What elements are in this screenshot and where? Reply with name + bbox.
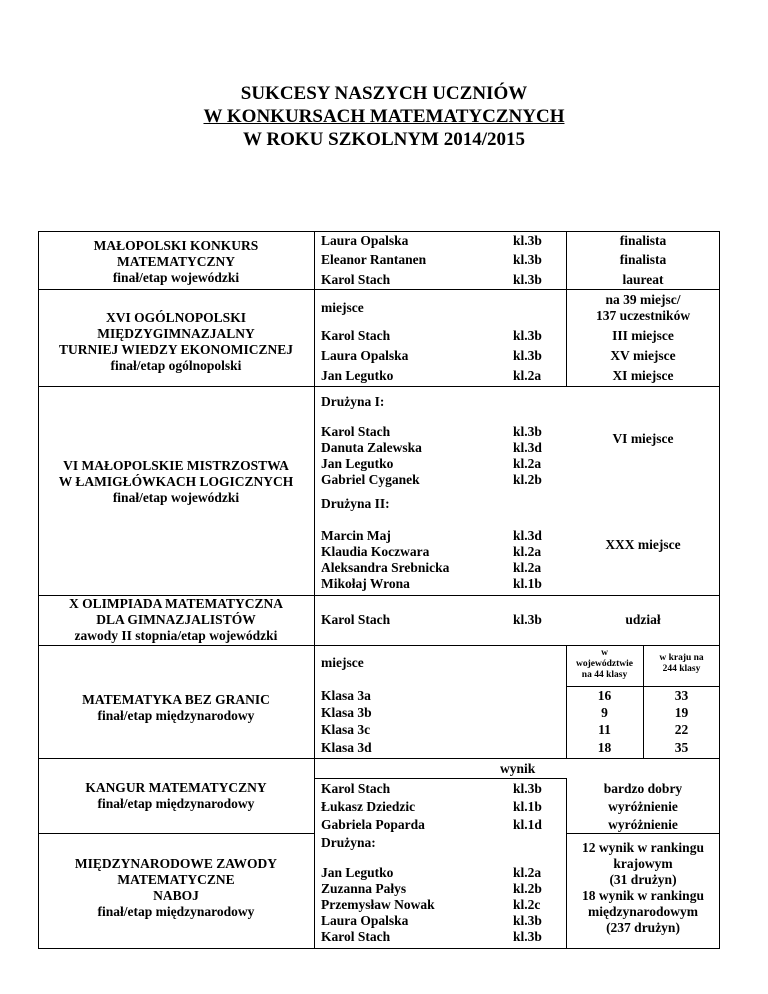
- student-name: Przemysław Nowak: [321, 897, 435, 912]
- team-result: VI miejsce: [612, 431, 674, 446]
- student-class: kl.3b: [513, 929, 542, 944]
- student-name: Jan Legutko: [321, 456, 394, 471]
- national-rank: 19: [674, 705, 689, 720]
- student-class: kl.3d: [513, 528, 542, 543]
- regional-rank: 9: [601, 705, 608, 720]
- student-class: kl.2b: [513, 472, 542, 487]
- result: wyróżnienie: [608, 799, 678, 814]
- student-class: kl.3b: [513, 612, 542, 627]
- student-name: Jan Legutko: [321, 368, 394, 383]
- student-class: kl.2a: [513, 544, 542, 559]
- team-label: Drużyna:: [321, 835, 376, 850]
- result: laureat: [622, 272, 664, 287]
- student-class: kl.3b: [513, 328, 542, 343]
- national-rank: 35: [674, 740, 689, 755]
- student-class: kl.3b: [513, 913, 542, 928]
- student-name: Łukasz Dziedzic: [321, 799, 416, 814]
- column-header: wynik: [500, 761, 536, 776]
- student-name: Eleanor Rantanen: [321, 252, 427, 267]
- student-name: Aleksandra Srebnicka: [321, 560, 450, 575]
- student-name: Karol Stach: [321, 424, 391, 439]
- col-header-regional: w województwie na 44 klasy: [576, 648, 633, 680]
- team-result: XXX miejsce: [605, 537, 681, 552]
- page-title-line-1: SUKCESY NASZYCH UCZNIÓW: [240, 83, 528, 104]
- separator: [314, 778, 566, 779]
- student-class: kl.1b: [513, 799, 542, 814]
- competition-name: XVI OGÓLNOPOLSKI MIĘDZYGIMNAZJALNY TURNIEJ WIEDZY EKONOMICZNEJ finał/etap ogólnopolski: [58, 310, 294, 373]
- page-title-line-2: W KONKURSACH MATEMATYCZNYCH: [203, 106, 565, 127]
- separator: [38, 289, 720, 290]
- result-header: na 39 miejsc/ 137 uczestników: [595, 292, 691, 323]
- student-name: Karol Stach: [321, 612, 391, 627]
- student-class: kl.3b: [513, 348, 542, 363]
- competition-name: VI MAŁOPOLSKIE MISTRZOSTWA W ŁAMIGŁÓWKACH LOGICZNYCH finał/etap wojewódzki: [58, 458, 294, 505]
- student-name: Gabriela Poparda: [321, 817, 425, 832]
- column-header: miejsce: [321, 300, 364, 315]
- student-class: kl.1d: [513, 817, 542, 832]
- team-label: Drużyna I:: [321, 394, 385, 409]
- student-name: Marcin Maj: [321, 528, 391, 543]
- class-name: Klasa 3d: [321, 740, 372, 755]
- column-divider: [314, 231, 315, 949]
- class-name: Klasa 3b: [321, 705, 372, 720]
- class-name: Klasa 3a: [321, 688, 371, 703]
- student-class: kl.3b: [513, 424, 542, 439]
- student-class: kl.3d: [513, 440, 542, 455]
- student-name: Karol Stach: [321, 272, 391, 287]
- separator: [38, 833, 314, 834]
- student-name: Jan Legutko: [321, 865, 394, 880]
- student-name: Mikołaj Wrona: [321, 576, 410, 591]
- student-class: kl.2a: [513, 368, 542, 383]
- student-class: kl.2a: [513, 456, 542, 471]
- student-class: kl.3b: [513, 233, 542, 248]
- student-class: kl.2a: [513, 865, 542, 880]
- column-header: miejsce: [321, 655, 364, 670]
- student-class: kl.3b: [513, 272, 542, 287]
- result: XV miejsce: [610, 348, 676, 363]
- student-name: Karol Stach: [321, 929, 391, 944]
- result: udział: [625, 612, 661, 627]
- regional-rank: 18: [597, 740, 612, 755]
- result: XI miejsce: [612, 368, 674, 383]
- student-name: Karol Stach: [321, 328, 391, 343]
- regional-rank: 11: [598, 722, 611, 737]
- result: finalista: [619, 252, 667, 267]
- student-class: kl.3b: [513, 781, 542, 796]
- student-class: kl.1b: [513, 576, 542, 591]
- student-name: Karol Stach: [321, 781, 391, 796]
- student-name: Zuzanna Pałys: [321, 881, 407, 896]
- separator: [38, 758, 720, 759]
- separator: [38, 386, 720, 387]
- competition-name: MATEMATYKA BEZ GRANIC finał/etap międzynarodowy: [82, 692, 270, 723]
- student-name: Laura Opalska: [321, 233, 409, 248]
- student-name: Laura Opalska: [321, 348, 409, 363]
- student-name: Danuta Zalewska: [321, 440, 422, 455]
- separator: [566, 686, 720, 687]
- result: III miejsce: [612, 328, 674, 343]
- separator: [38, 645, 720, 646]
- page-title-line-3: W ROKU SZKOLNYM 2014/2015: [242, 129, 526, 150]
- student-class: kl.2c: [513, 897, 541, 912]
- student-class: kl.3b: [513, 252, 542, 267]
- regional-rank: 16: [597, 688, 612, 703]
- student-name: Klaudia Koczwara: [321, 544, 430, 559]
- national-rank: 33: [674, 688, 689, 703]
- team-result: 12 wynik w rankingu krajowym (31 drużyn) 18 wynik w rankingu międzynarodowym (237 drużyn): [582, 840, 704, 935]
- student-name: Gabriel Cyganek: [321, 472, 420, 487]
- national-rank: 22: [674, 722, 689, 737]
- separator: [566, 833, 720, 834]
- competition-name: MIĘDZYNARODOWE ZAWODY MATEMATYCZNE NABOJ finał/etap międzynarodowy: [74, 856, 278, 919]
- result: wyróżnienie: [608, 817, 678, 832]
- team-label: Drużyna II:: [321, 496, 390, 511]
- student-class: kl.2a: [513, 560, 542, 575]
- result: finalista: [619, 233, 667, 248]
- competition-name: MAŁOPOLSKI KONKURS MATEMATYCZNY finał/etap wojewódzki: [93, 238, 259, 285]
- student-name: Laura Opalska: [321, 913, 409, 928]
- competition-name: KANGUR MATEMATYCZNY finał/etap międzynarodowy: [85, 780, 267, 811]
- class-name: Klasa 3c: [321, 722, 371, 737]
- competition-name: X OLIMPIADA MATEMATYCZNA DLA GIMNAZJALISTÓW zawody II stopnia/etap wojewódzki: [69, 596, 283, 643]
- col-header-national: w kraju na 244 klasy: [659, 653, 704, 674]
- result: bardzo dobry: [603, 781, 683, 796]
- student-class: kl.2b: [513, 881, 542, 896]
